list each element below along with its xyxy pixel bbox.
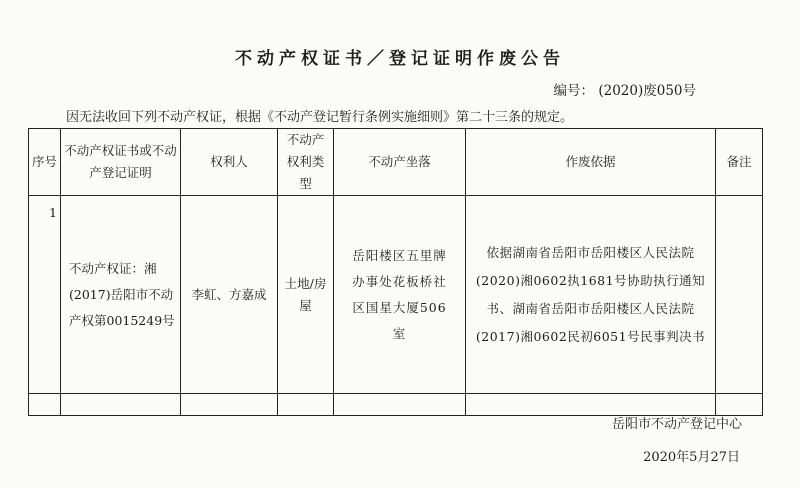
table-row: [29, 196, 763, 394]
row-holder: 李虹、方嘉成: [181, 196, 278, 394]
row-remark: [716, 196, 763, 394]
header-remark: 备注: [716, 129, 763, 196]
row-basis: 依据湖南省岳阳市岳阳楼区人民法院(2020)湘0602执1681号协助执行通知书、湖南省岳阳市岳阳楼区人民法院(2017)湘0602民初6051号民事判决书: [466, 196, 716, 394]
row-location: 岳阳楼区五里牌办事处花板桥社区国星大厦506室: [334, 196, 466, 394]
row-right-type: 土地/房屋: [278, 196, 334, 394]
notice-title: 不动产权证书／登记证明作废公告: [235, 49, 565, 69]
header-holder: 权利人: [181, 129, 278, 196]
row-cert: 不动产权证：湘(2017)岳阳市不动产权第0015249号: [61, 196, 181, 394]
header-seq: 序号: [29, 129, 61, 196]
header-basis: 作废依据: [466, 129, 716, 196]
header-cert: 不动产权证书或不动产登记证明: [61, 129, 181, 196]
issuing-organization: 岳阳市不动产登记中心: [611, 417, 742, 432]
void-notice-table: [28, 128, 763, 416]
intro-text: 因无法收回下列不动产权证，根据《不动产登记暂行条例实施细则》第二十三条的规定。: [66, 110, 574, 125]
header-location: 不动产坐落: [334, 129, 466, 196]
row-seq: 1: [29, 196, 61, 394]
issue-date: 2020年5月27日: [643, 450, 740, 465]
header-right-type: 不动产权利类型: [278, 129, 334, 196]
table-header-row: [29, 129, 763, 196]
document-number: 编号： (2020)废050号: [553, 83, 696, 99]
